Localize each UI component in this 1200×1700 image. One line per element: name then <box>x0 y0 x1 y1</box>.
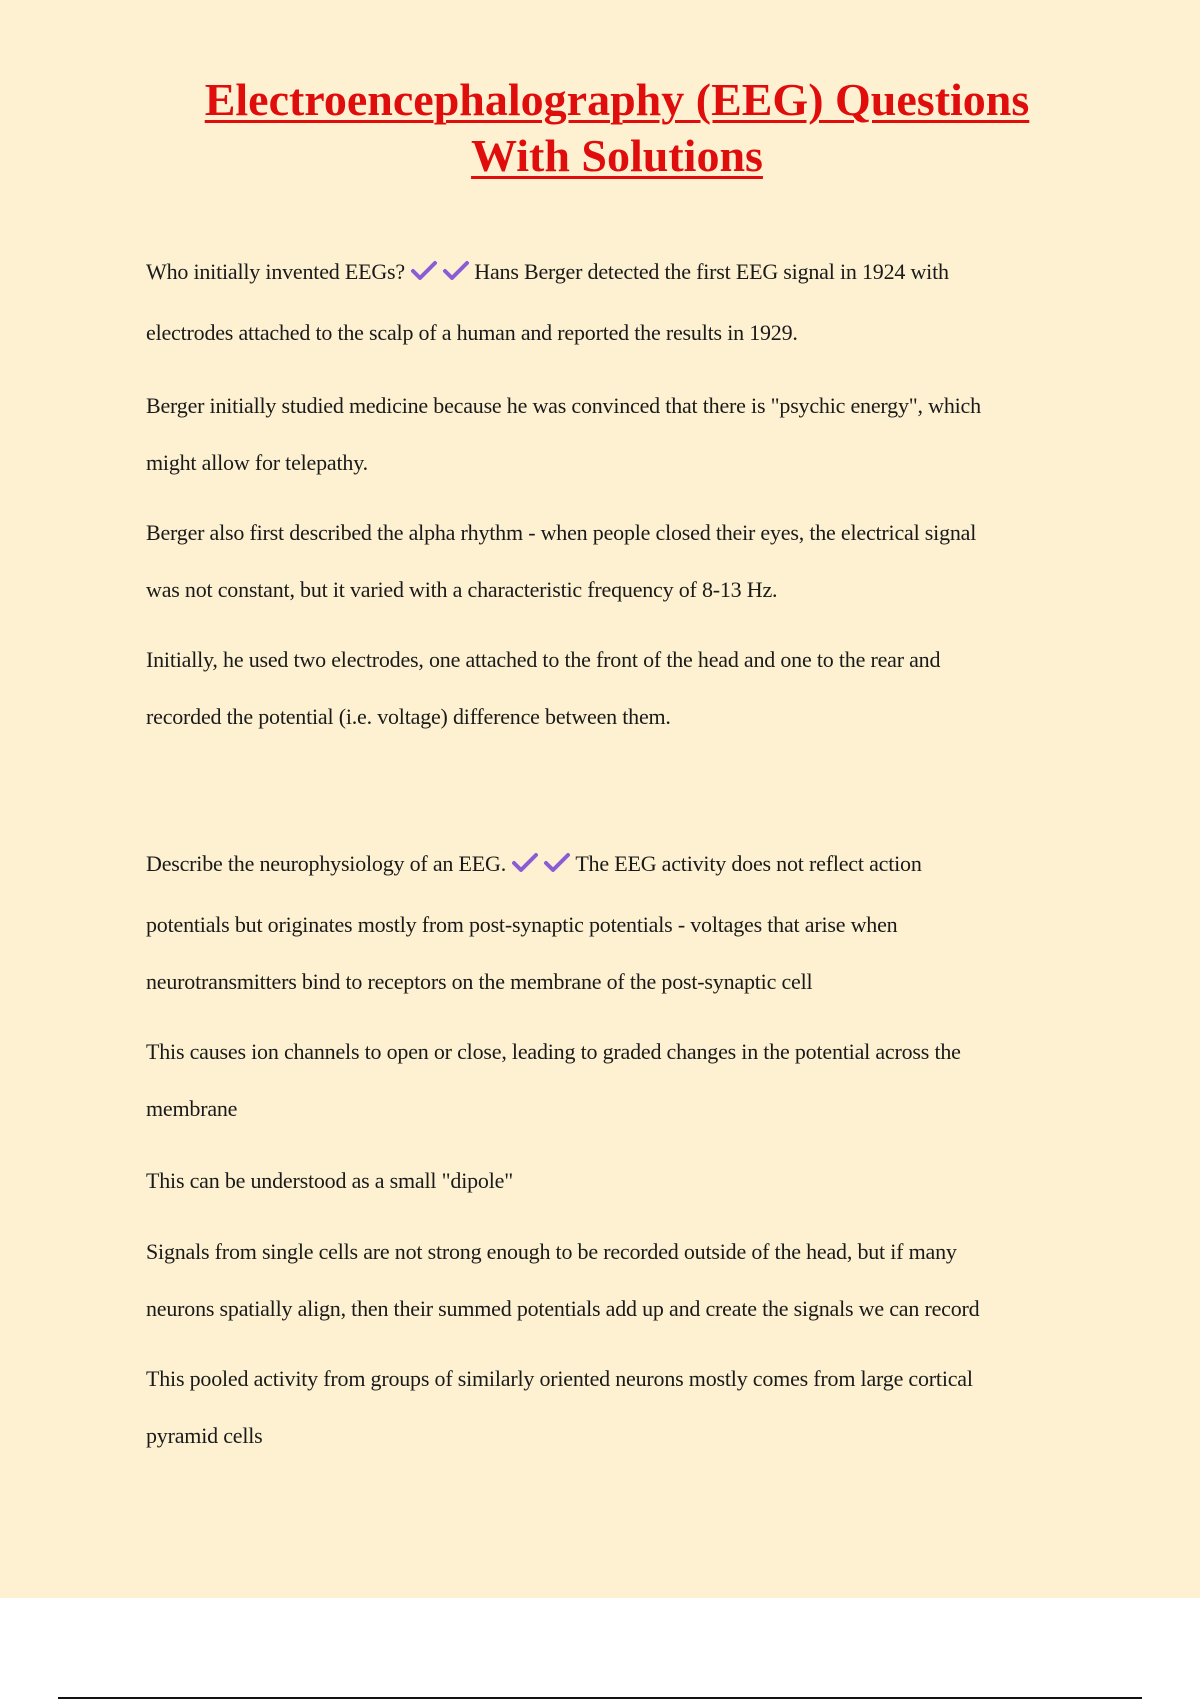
q2-para-2-line-1: This causes ion channels to open or close, leading to graded changes in the potential across the <box>146 1039 961 1064</box>
q2-para-2-line-2: membrane <box>146 1096 238 1121</box>
q1-question: Who initially invented EEGs? <box>146 259 405 284</box>
q2-question: Describe the neurophysiology of an EEG. <box>146 851 506 876</box>
q1-para-4-line-1: Initially, he used two electrodes, one attached to the front of the head and one to the rear and <box>146 647 941 672</box>
q2-line-1 <box>146 851 922 877</box>
q1-answer-start: Hans Berger detected the first EEG signal in 1924 with <box>474 259 949 284</box>
check-icon <box>442 260 470 282</box>
q2-answer-line-2: potentials but originates mostly from post-synaptic potentials - voltages that arise when <box>146 912 898 937</box>
q2-para-5-line-1: This pooled activity from groups of similarly oriented neurons mostly comes from large cortical <box>146 1366 973 1391</box>
q2-answer-line-3: neurotransmitters bind to receptors on the membrane of the post-synaptic cell <box>146 969 813 994</box>
q1-line-1 <box>146 259 949 285</box>
q1-para-2-line-2: might allow for telepathy. <box>146 450 368 475</box>
title-line-2: With Solutions <box>471 130 763 181</box>
check-icon <box>511 852 539 874</box>
q1-para-3-line-1: Berger also first described the alpha rhythm - when people closed their eyes, the electrical signal <box>146 520 977 545</box>
q2-para-4-line-1: Signals from single cells are not strong enough to be recorded outside of the head, but if many <box>146 1239 957 1264</box>
q1-para-3-line-2: was not constant, but it varied with a characteristic frequency of 8-13 Hz. <box>146 577 778 602</box>
q1-para-2-line-1: Berger initially studied medicine because he was convinced that there is "psychic energy", which <box>146 393 981 418</box>
page-title <box>0 72 1200 184</box>
q2-para-4-line-2: neurons spatially align, then their summed potentials add up and create the signals we can record <box>146 1296 980 1321</box>
title-line-1: Electroencephalography (EEG) Questions <box>204 74 1030 125</box>
check-icon <box>543 852 571 874</box>
q1-answer-line-2: electrodes attached to the scalp of a human and reported the results in 1929. <box>146 320 798 345</box>
q2-para-5-line-2: pyramid cells <box>146 1423 263 1448</box>
footer-divider <box>58 1697 1142 1699</box>
q2-para-3-line-1: This can be understood as a small "dipole" <box>146 1168 513 1193</box>
q1-para-4-line-2: recorded the potential (i.e. voltage) difference between them. <box>146 704 671 729</box>
q2-answer-start: The EEG activity does not reflect action <box>575 851 922 876</box>
check-icon <box>410 260 438 282</box>
